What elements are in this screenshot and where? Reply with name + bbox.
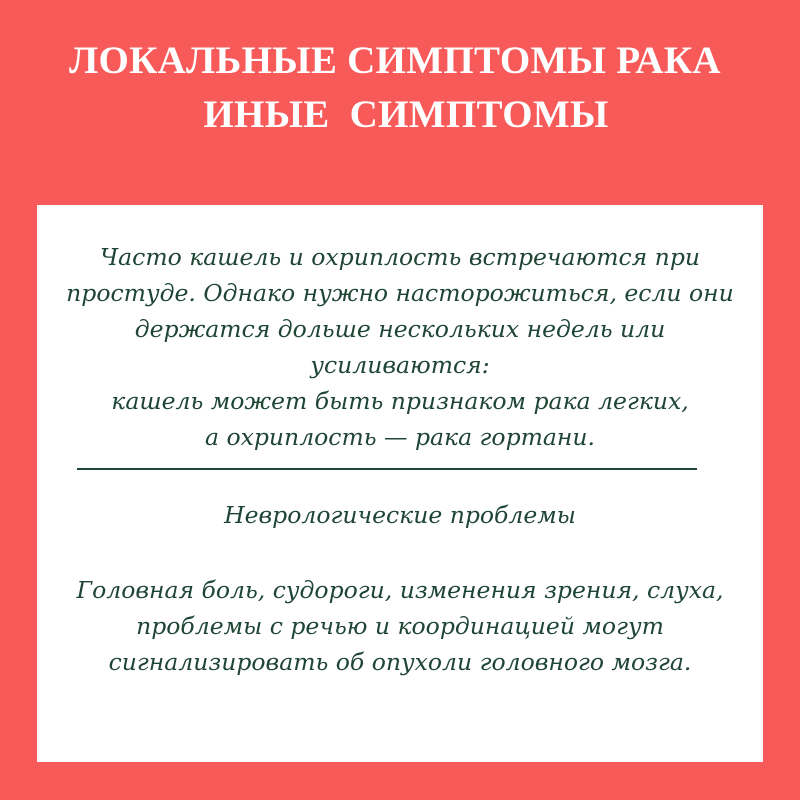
- content-card: [37, 205, 763, 762]
- title-line-1: ЛОКАЛЬНЫЕ СИМПТОМЫ РАКА: [69, 39, 721, 82]
- neuro-paragraph: [37, 572, 763, 680]
- subheading-text: Неврологические проблемы: [224, 501, 576, 529]
- intro-line: простуде. Однако нужно насторожиться, если они: [66, 279, 734, 307]
- intro-line: усиливаются:: [310, 351, 490, 379]
- neuro-line: сигнализировать об опухоли головного мозга.: [108, 648, 692, 676]
- intro-paragraph: [37, 239, 763, 455]
- intro-line: держатся дольше нескольких недель или: [134, 315, 666, 343]
- page-title: [0, 34, 800, 142]
- intro-line: кашель может быть признаком рака легких,: [111, 387, 689, 415]
- neuro-line: проблемы с речью и координацией могут: [136, 612, 664, 640]
- section-subheading: [37, 497, 763, 533]
- intro-line: Часто кашель и охриплость встречаются при: [100, 243, 700, 271]
- title-line-2: ИНЫЕ СИМПТОМЫ: [203, 93, 609, 136]
- section-divider: [77, 468, 697, 470]
- neuro-line: Головная боль, судороги, изменения зрения, слуха,: [76, 576, 724, 604]
- intro-line: а охриплость — рака гортани.: [205, 423, 595, 451]
